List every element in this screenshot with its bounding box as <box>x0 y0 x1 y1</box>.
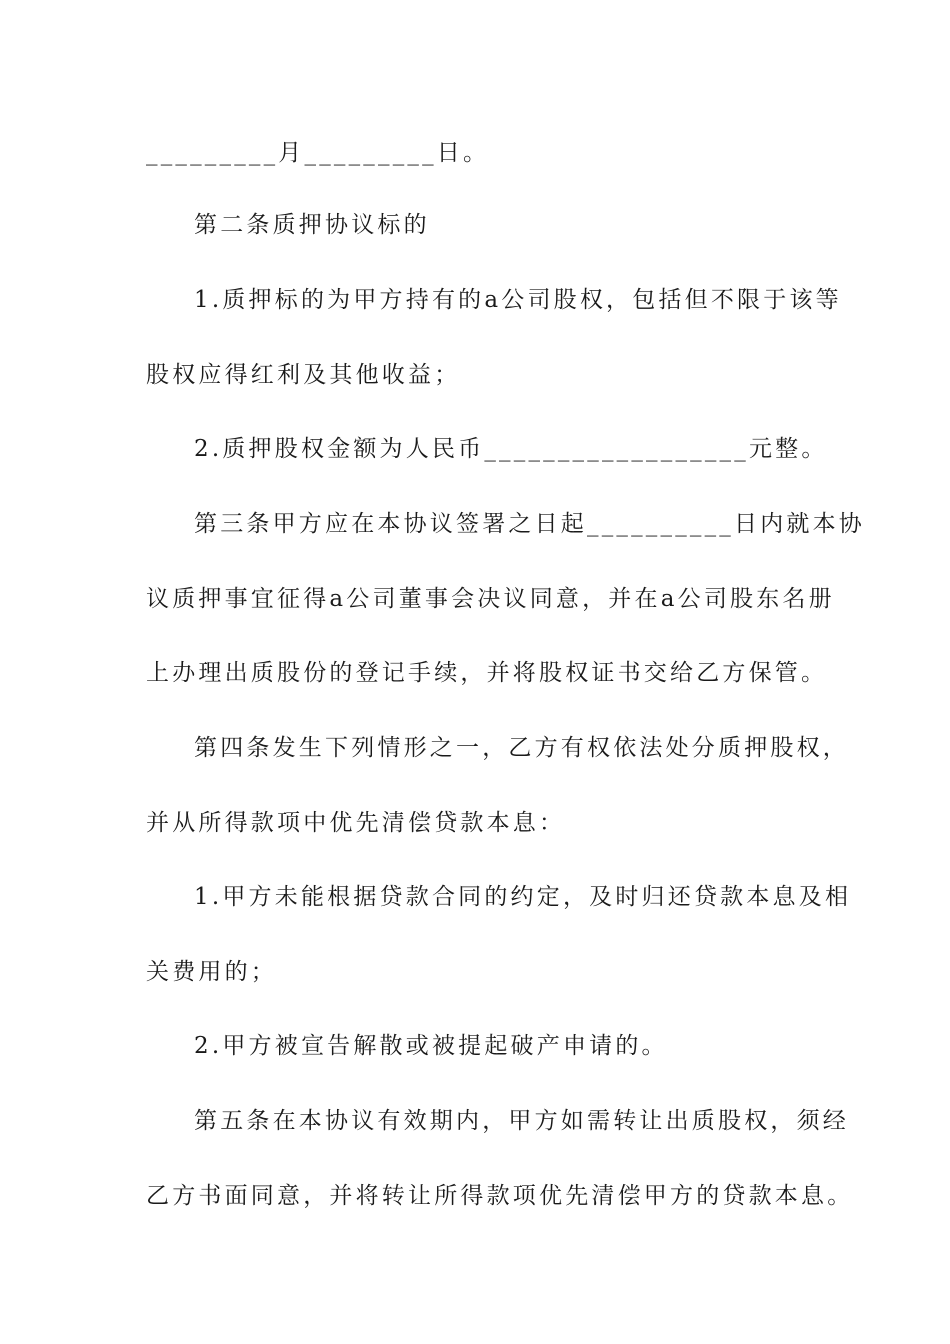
article-3-line-2: 议质押事宜征得a公司董事会决议同意，并在a公司股东名册 <box>146 586 835 612</box>
article-4-item-1-line-1: 1.甲方未能根据贷款合同的约定，及时归还贷款本息及相 <box>194 884 852 910</box>
article-4-item-2: 2.甲方被宣告解散或被提起破产申请的。 <box>194 1033 668 1059</box>
article-2-heading: 第二条质押协议标的 <box>194 212 430 238</box>
article-4-item-1-line-2: 关费用的； <box>146 959 277 985</box>
date-blank-line: _________月_________日。 <box>146 140 490 166</box>
article-2-item-2: 2.质押股权金额为人民币__________________元整。 <box>194 436 828 462</box>
article-4-line-1: 第四条发生下列情形之一，乙方有权依法处分质押股权， <box>194 735 849 761</box>
article-4-line-2: 并从所得款项中优先清偿贷款本息： <box>146 810 566 836</box>
article-3-line-1: 第三条甲方应在本协议签署之日起__________日内就本协 <box>194 511 865 537</box>
article-5-line-1: 第五条在本协议有效期内，甲方如需转让出质股权，须经 <box>194 1108 849 1134</box>
article-2-item-1-line-2: 股权应得红利及其他收益； <box>146 362 461 388</box>
article-5-line-2: 乙方书面同意，并将转让所得款项优先清偿甲方的贷款本息。 <box>146 1183 854 1209</box>
article-3-line-3: 上办理出质股份的登记手续，并将股权证书交给乙方保管。 <box>146 660 828 686</box>
article-2-item-1-line-1: 1.质押标的为甲方持有的a公司股权，包括但不限于该等 <box>194 287 842 313</box>
